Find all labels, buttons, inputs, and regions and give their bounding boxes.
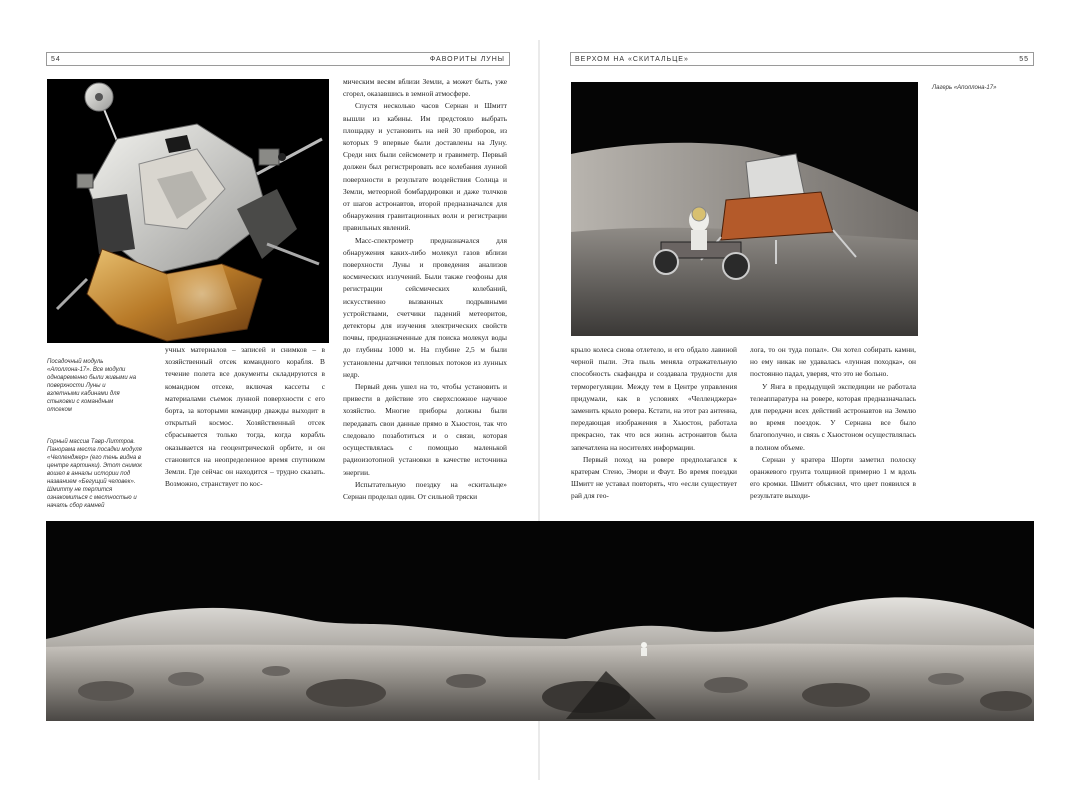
lunar-module-photo (47, 79, 329, 343)
lunar-module-caption: Посадочный модуль «Аполлона-17». Все модули одновременно были живыми на поверхности Луны и взлетными кабинами для стыковки с командным отсеком (47, 359, 137, 413)
left-page-header (46, 52, 510, 66)
paragraph: Сернан у кратера Шорти заметил полоску оранжевого грунта толщиной примерно 1 м вдоль его кромки. Шмитт объяснил, что цвет появился в результате выходи- (750, 454, 916, 501)
left-page-number: 54 (51, 55, 61, 63)
paragraph: Спустя несколько часов Сернан и Шмитт вышли из кабины. Им предстояло выбрать площадку и установить на ней 30 приборов, из которых 9 впервые были доставлены на Луну. Среди них были сейсмометр и гравиметр. Первый должен был регистрировать все колебания лунной поверхности в результате воздействия Солнца и Земли, метеорной бомбардировки и даже толчков от шагов астронавтов, второй предназначался для обнаружения гравитационных волн и регистрации правильных явлений. (343, 101, 507, 233)
right-running-title: ВЕРХОМ НА «СКИТАЛЬЦЕ» (575, 55, 689, 63)
apollo-17-camp-photo (571, 82, 918, 336)
panorama-caption: Горный массив Тавр-Литтров. Панорама места посадки модуля «Челленджер» (его тень видна в центре картинки). Этот снимок вошел в анналы истории под названием «Бегущий человек». Шмитту не терпится ознакомиться с местностью и начать сбор камней (47, 439, 143, 509)
lunar-rover-illustration (571, 82, 918, 336)
right-page-column-1 (571, 344, 737, 516)
left-page-column-2 (343, 76, 507, 516)
right-page-column-2 (750, 344, 916, 516)
apollo-17-camp-caption: Лагерь «Аполлона-17» (932, 85, 997, 91)
right-page-header (570, 52, 1034, 66)
paragraph: мическим весям вблизи Земли, а может быть, уже сгорел, оказавшись в земной атмосфере. (343, 77, 507, 99)
paragraph: Первый день ушел на то, чтобы установить и привести в действие это сверхсложное научное хозяйство. Многие приборы должны были передавать свои данные прямо в Хьюстон, так что следовало позаботиться и о связи, которая осуществлялась с помощью маленькой радиоизотопной установки в качестве источника энергии. (343, 382, 507, 477)
paragraph: учных материалов – записей и снимков – в хозяйственный отсек командного корабля. В течение полета все документы складируются в командном отсеке, включая кассеты с материалами съемок лунной поверхности с его борта, за которыми командир дважды выходит в открытый космос. Хозяйственный отсек сбрасывается только тогда, когда корабль оказывается на геоцентрической орбите, и он становится на неопределенное время спутником Земли. Где сейчас он находится – трудно сказать. Возможно, странствует по кос- (165, 345, 325, 489)
paragraph: лога, то он туда попал». Он хотел собирать камни, но ему никак не удавалась «лунная походка», он постоянно падал, уверяя, что это не больно. (750, 345, 916, 379)
left-page-column-1 (165, 344, 325, 516)
right-page-number: 55 (1019, 55, 1029, 63)
paragraph: Масс-спектрометр предназначался для обнаружения каких-либо молекул газов вблизи поверхности Луны и проведения анализов космических излучений. Были также геофоны для регистрации сейсмических колебаний, искусственно вызванных подрывными устройствами, счетчики падений метеоритов, детекторы для изучения электрических свойств почвы, предназначенные для поиска молекул воды до глубины 1000 м. На глубине 2,5 м были установлены датчики тепловых потоков из лунных недр. (343, 235, 507, 379)
paragraph: крыло колеса снова отлетело, и его обдало лавиной черной пыли. Эта пыль меняла отражательную способность скафандра и создавала трудности для терморегуляции. Между тем в Центре управления придумали, как в условиях «Челленджера» заменить крыло ровера. Кстати, на этот раз антенна, передающая изображения в Хьюстон, работала прекрасно, так что вся жизнь астронавтов была запечатлена на носителях информации. (571, 345, 737, 452)
left-running-title: ФАВОРИТЫ ЛУНЫ (429, 55, 505, 63)
paragraph: Первый поход на ровере предполагался к кратерам Стено, Эмори и Фаут. Во время поездки Шмитт не уставал повторять, что «если существует рай для гео- (571, 454, 737, 501)
taurus-littrow-panorama (46, 521, 1034, 721)
panorama-illustration (46, 521, 1034, 721)
paragraph: У Янга в предыдущей экспедиции не работала телеаппаратура на ровере, которая предназначалась для передачи всех действий астронавтов на Землю во время поездок. У Сернана все было благополучно, и связь с Хьюстоном осуществлялась в полном объеме. (750, 381, 916, 452)
lunar-module-illustration (47, 79, 329, 343)
paragraph: Испытательную поездку на «скитальце» Сернан проделал один. От сильной тряски (343, 479, 507, 501)
